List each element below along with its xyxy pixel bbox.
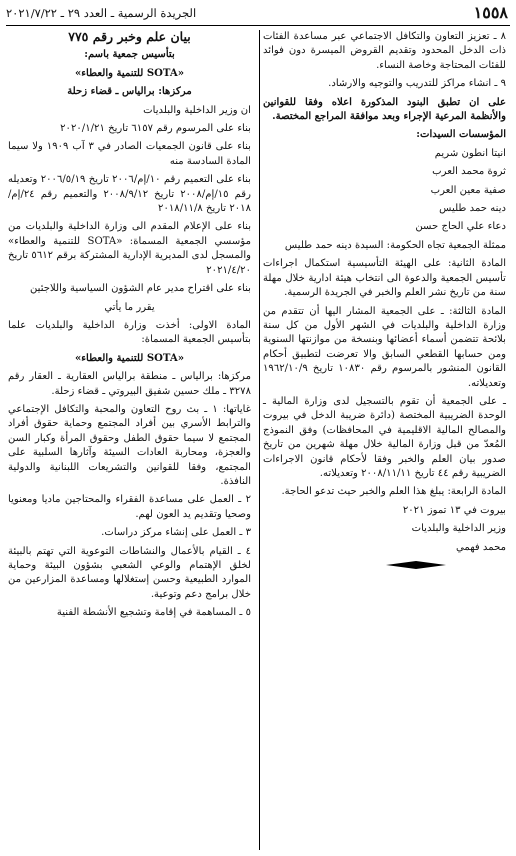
column-divider [259, 30, 260, 850]
decision-line: يقرر ما يأتي [104, 301, 155, 313]
founder-1: انيتا انطون شريم [434, 147, 506, 159]
article-4: المادة الرابعة: يبلغ هذا العلم والخبر حيث تدعو الحاجة. [281, 486, 506, 498]
page-header [6, 3, 508, 24]
association-name: «SOTA للتنمية والعطاء» [74, 67, 185, 79]
conditions-paragraph: على ان تطبق البنود المذكورة اعلاه وفقا للقوانين والأنظمة المرعية الإجراء وبعد موافقة المراجع المختصة. [263, 96, 506, 123]
goal-3: ٣ ـ العمل على إنشاء مركز دراسات. [101, 527, 251, 539]
article-1-name: «SOTA للتنمية والعطاء» [74, 352, 185, 364]
minister-name: محمد فهمي [456, 541, 506, 553]
founder-4: دينه حمد طليس [439, 203, 506, 215]
notice-number: بيان علم وخبر رقم ٧٧٥ [68, 29, 191, 44]
notice-subtitle: بتأسيس جمعية باسم: [84, 49, 175, 61]
article-3-tax: ـ على الجمعية أن تقوم بالتسجيل لدى وزارة المالية ـ الوحدة الضريبية المختصة (دائرة ضريبة الدخل في بيروت والمصالح المالية الاقليمية في المحافظات) وفق النموذج المُعدّ من قبل وزارة المالية خلال مهلة شهرين من تاريخ صدور بيان العلم والخبر وفقا لأحكام قانون الاجراءات الضريبية رقم ٤٤ تاريخ ٢٠٠٨/١١/١١ وتعديلاته. [263, 395, 506, 479]
founder-2: ثروة محمد العرب [432, 166, 506, 178]
association-location: مركزها: برالياس ـ قضاء زحلة [67, 86, 192, 98]
header-title: الجريدة الرسمية ـ العدد ٢٩ ـ ٢٠٢١/٧/٢٢ [6, 6, 197, 20]
preamble-1: ان وزير الداخلية والبلديات [143, 104, 251, 116]
goal-8: ٨ ـ تعزيز التعاون والتكافل الاجتماعي عبر مساعدة الفئات ذات الدخل المحدود وتقديم القروض الميسرة دون فوائد للفئات المحتاجة وخاصة النساء. [263, 31, 506, 71]
article-2: المادة الثانية: على الهيئة التأسيسية استكمال اجراءات تأسيس الجمعية والدعوة الى انتخاب هيئة ادارية خلال مهلة سنة من تاريخ نشر العلم والخبر في الجريدة الرسمية. [263, 258, 506, 299]
header-rule [6, 25, 510, 26]
preamble-4: بناء على التعميم رقم ١٠/إم/٢٠٠٦ تاريخ ٢٠٠٦/٥/١٩ وتعديله رقم ١٥/إم/٢٠٠٨ تاريخ ٢٠٠٨/٩/١٢ والتعميم رقم ٢٤/إم/٢٠١٨ تاريخ ٢٠١٨/١١/٨ [8, 174, 251, 215]
goal-2: ٢ ـ العمل على مساعدة الفقراء والمحتاجين ماديا ومعنويا وصحيا وتقديم يد العون لهم. [8, 494, 251, 520]
founders-title: المؤسسات السيدات: [416, 129, 506, 141]
minister-title: وزير الداخلية والبلديات [411, 523, 506, 535]
goal-5: ٥ ـ المساهمة في إقامة وتشجيع الأنشطة الفنية [56, 607, 251, 619]
preamble-3: بناء على قانون الجمعيات الصادر في ٣ آب ١٩٠٩ ولا سيما المادة السادسة منه [8, 141, 251, 167]
left-column [8, 30, 251, 625]
signing-date: بيروت في ١٣ تموز ٢٠٢١ [402, 504, 506, 516]
founder-5: دعاء علي الحاج حسن [415, 221, 506, 233]
goal-4: ٤ ـ القيام بالأعمال والنشاطات التوعوية التي تهتم بالبيئة لخلق الإهتمام والوعي الشعبي بشؤون البيئة وحماية الموارد الطبيعية وحسن إستغلالها ومساعدة المزارعين من خلال برامج دعم وتوعية. [8, 545, 251, 600]
goal-9: ٩ ـ انشاء مراكز للتدريب والتوجيه والارشاد. [328, 78, 506, 90]
headquarters: مركزها: برالياس ـ منطقة برالياس العقارية ـ العقار رقم ٣٢٧٨ ـ ملك حسين شفيق البيروتي ـ قضاء زحلة. [8, 371, 251, 397]
article-1: المادة الاولى: أخذت وزارة الداخلية والبلديات علما بتأسيس الجمعية المسماة: [8, 319, 251, 346]
government-representative: ممثلة الجمعية تجاه الحكومة: السيدة دينه حمد طليس [284, 239, 506, 251]
end-ornament-icon [386, 561, 446, 569]
preamble-6: بناء على اقتراح مدير عام الشؤون السياسية واللاجئين [29, 283, 251, 295]
goal-1: غاياتها: ١ ـ بث روح التعاون والمحبة والتكافل الإجتماعي والترابط الأسري بين أفراد المجتمع وحماية حقوق أفراد المجتمع لا سيما حقوق الطفل وحقوق المرأة وكبار السن والعجزة، ومحاربة العادات السيئة وآثارها السلبية على المجتمع، وفقا للقوانين والتشريعات اللبنانية والدولية النافذة. [8, 403, 252, 487]
founder-3: صفية معين العرب [430, 184, 506, 196]
right-column [263, 30, 506, 574]
article-3: المادة الثالثة: ـ على الجمعية المشار اليها أن تتقدم من وزارة الداخلية والبلديات في الشهر الأول من كل سنة بلائحة تتضمن أسماء أعضائها وبنسخة من موازنتها السنوية ومن حسابها القطعي السابق والا تعرضت لتطبيق أحكام القانون المنشور بالمرسوم رقم ١٠٨٣٠ تاريخ ١٩٦٢/١٠/٩ وتعديلاته. [263, 305, 506, 389]
page-number: ١٥٥٨ [473, 3, 508, 22]
preamble-5: بناء على الإعلام المقدم الى وزارة الداخلية والبلديات من مؤسسي الجمعية المسماة: «SOTA للتنمية والعطاء» والمسجل لدى المديرية الإدارية المشتركة برقم ٥٦١٢ تاريخ ٢٠٢١/٤/٢٠ [8, 221, 252, 276]
preamble-2: بناء على المرسوم رقم ٦١٥٧ تاريخ ٢٠٢٠/١/٢١ [60, 123, 251, 135]
